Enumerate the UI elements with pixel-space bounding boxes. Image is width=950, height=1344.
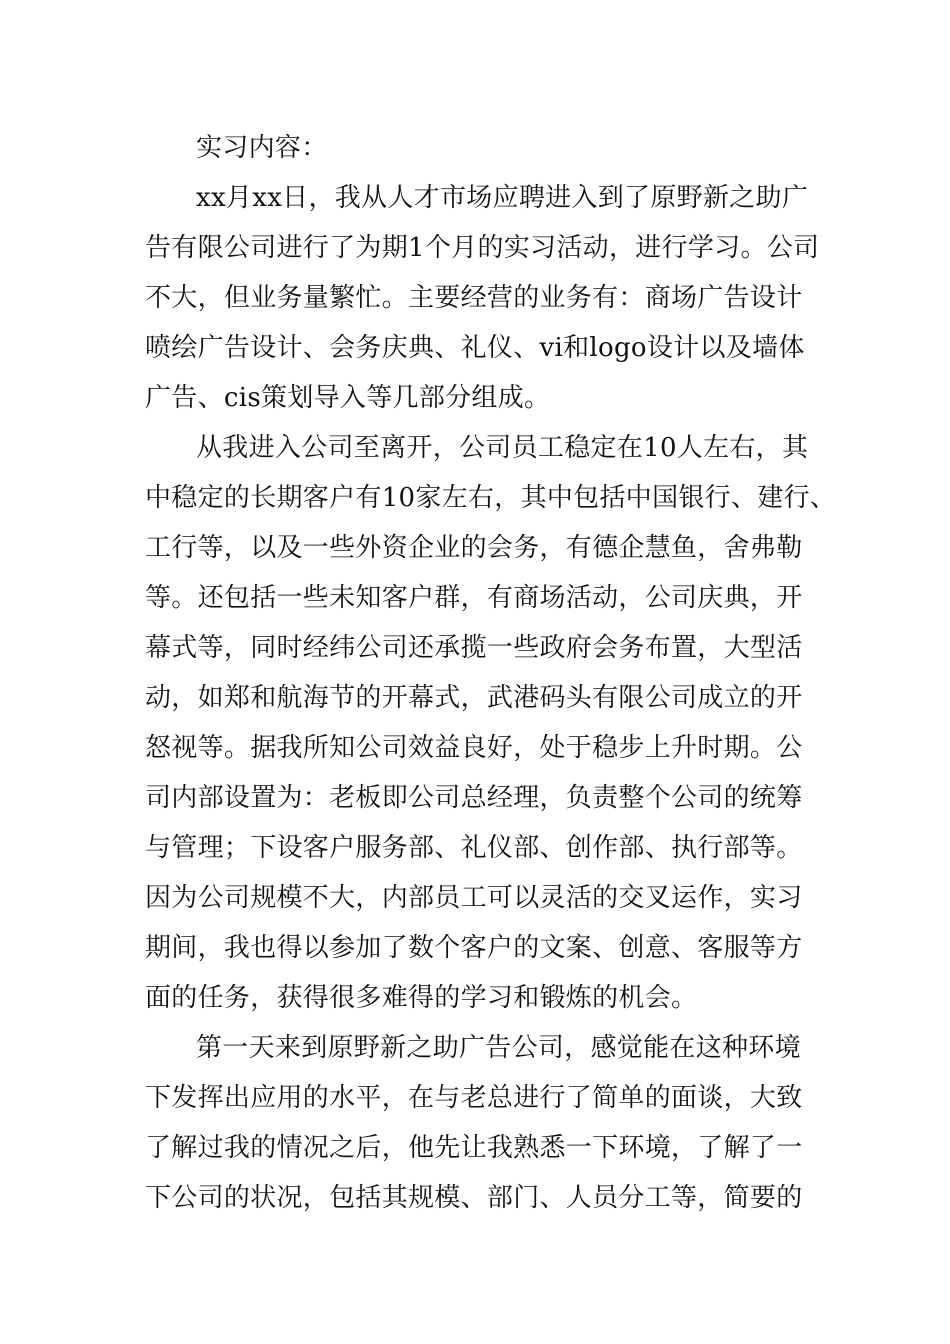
text-line: 告有限公司进行了为期1个月的实习活动，进行学习。公司: [145, 233, 820, 263]
text-line: 面的任务，获得很多难得的学习和锻炼的机会。: [145, 983, 698, 1013]
text-line: 幕式等，同时经纬公司还承揽一些政府会务布置，大型活: [145, 633, 803, 663]
text-line: 工行等，以及一些外资企业的会务，有德企慧鱼，舍弗勒: [145, 533, 803, 563]
text-line: 不大，但业务量繁忙。主要经营的业务有：商场广告设计: [145, 283, 803, 313]
text-line: 动，如郑和航海节的开幕式，武港码头有限公司成立的开: [145, 683, 803, 713]
text-line: 下公司的状况，包括其规模、部门、人员分工等，简要的: [145, 1183, 803, 1213]
text-line: 了解过我的情况之后，他先让我熟悉一下环境，了解了一: [145, 1133, 803, 1163]
text-line: 下发挥出应用的水平，在与老总进行了简单的面谈，大致: [145, 1083, 803, 1113]
section-heading: 实习内容：: [196, 133, 328, 163]
text-line: xx月xx日，我从人才市场应聘进入到了原野新之助广: [196, 183, 809, 213]
text-line: 中稳定的长期客户有10家左右，其中包括中国银行、建行、: [145, 483, 837, 513]
text-line: 等。还包括一些未知客户群，有商场活动，公司庆典，开: [145, 583, 803, 613]
text-line: 期间，我也得以参加了数个客户的文案、创意、客服等方: [145, 933, 803, 963]
text-line: 司内部设置为：老板即公司总经理，负责整个公司的统筹: [145, 783, 803, 813]
text-line: 第一天来到原野新之助广告公司，感觉能在这种环境: [196, 1033, 801, 1063]
text-line: 怒视等。据我所知公司效益良好，处于稳步上升时期。公: [145, 733, 803, 763]
text-line: 喷绘广告设计、会务庆典、礼仪、vi和logo设计以及墙体: [145, 333, 805, 363]
text-line: 从我进入公司至离开，公司员工稳定在10人左右，其: [196, 433, 809, 463]
text-line: 广告、cis策划导入等几部分组成。: [145, 383, 551, 413]
text-line: 因为公司规模不大，内部员工可以灵活的交叉运作，实习: [145, 883, 803, 913]
text-line: 与管理；下设客户服务部、礼仪部、创作部、执行部等。: [145, 833, 803, 863]
